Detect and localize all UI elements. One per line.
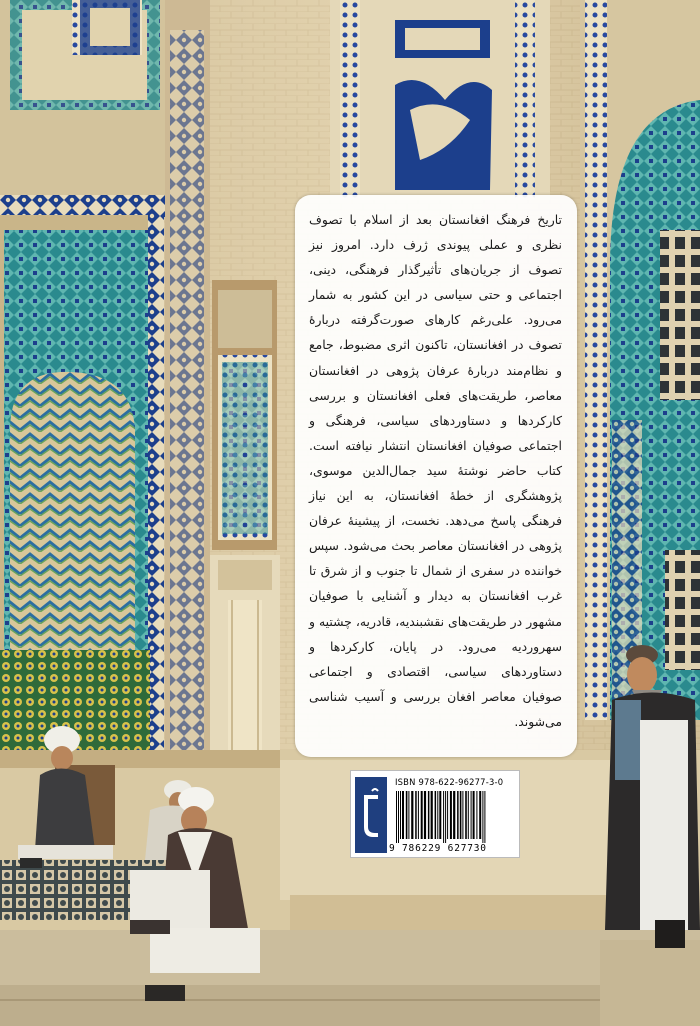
- barcode-bar: [457, 791, 459, 839]
- barcode-bar: [479, 791, 481, 839]
- barcode-bar: [443, 791, 444, 843]
- barcode-bar: [439, 791, 441, 839]
- barcode-bar: [402, 791, 404, 839]
- barcode-bars: [395, 791, 513, 843]
- barcode-bar: [421, 791, 423, 839]
- publisher-logo: [355, 777, 387, 853]
- barcode-bar: [398, 791, 399, 843]
- barcode-bar: [418, 791, 419, 839]
- barcode-bar: [482, 791, 483, 843]
- barcode-bar: [465, 791, 467, 839]
- back-cover-blurb-text: تاریخ فرهنگ افغانستان بعد از اسلام با تصوف نظری و عملی پیوندی ژرف دارد. امروز نیز تصوف از جریان‌های تأثیرگذار فرهنگی، دینی، اجتماعی و حتی سیاسی در این کشور به شمار می‌رود. علی‌رغم کارهای صورت‌گرفته دربارهٔ تصوف در افغانستان، تاکنون اثری مضبوط، جامع و نظام‌مند دربارهٔ عرفان پژوهی در افغانستان معاصر، طریقت‌های فعلی افغانستان و بررسی کارکردها و دستاوردهای سیاسی، فرهنگی و اجتماعی صوفیان افغانستان انتشار نیافته است. کتاب حاضر نوشتهٔ سید جمال‌الدین موسوی، پژوهشگری از خطهٔ افغانستان، به این نیاز فرهنگی پاسخ می‌دهد. نخست، از پیشینهٔ عرفان پژوهی در افغانستان معاصر بحث می‌شود. سپس خواننده در سفری از شمال تا جنوب و از شرق تا غرب افغانستان به دیدار و آشنایی با صوفیان مشهور در طریقت‌های نقشبندیه، قادریه، چشتیه و سهروردیه می‌رود. در پایان، کارکردها و دستاوردهای سیاسی، اقتصادی و اجتماعی صوفیان معاصر افغان بررسی و آسیب شناسی می‌شوند.: [309, 212, 562, 729]
- barcode-bar: [408, 791, 409, 839]
- isbn-barcode-panel: [350, 770, 520, 858]
- barcode-bar: [447, 791, 448, 839]
- barcode-bar: [411, 791, 413, 839]
- barcode-bar: [450, 791, 452, 839]
- barcode-bar: [460, 791, 462, 839]
- barcode-bar: [435, 791, 437, 839]
- barcode-bar: [396, 791, 397, 843]
- barcode-bar: [462, 791, 463, 839]
- barcode-bar: [484, 791, 485, 843]
- barcode-bar: [400, 791, 401, 839]
- barcode-bar: [473, 791, 475, 839]
- back-cover-blurb-box: [295, 195, 577, 757]
- publisher-logo-mark-icon: [355, 777, 387, 853]
- barcode-bar: [445, 791, 446, 843]
- barcode-bar: [424, 791, 426, 839]
- barcode-bar: [476, 791, 477, 839]
- barcode-bar: [453, 791, 455, 839]
- isbn-label: ISBN 978-622-96277-3-0: [395, 777, 504, 787]
- barcode-bar: [428, 791, 430, 839]
- barcode-bar: [437, 791, 438, 839]
- barcode-bar: [468, 791, 469, 839]
- barcode-bar: [415, 791, 417, 839]
- barcode-bar: [431, 791, 433, 839]
- barcode-bar: [406, 791, 408, 839]
- barcode-bar: [471, 791, 472, 839]
- barcode-number: 9 786229 627730: [389, 843, 487, 854]
